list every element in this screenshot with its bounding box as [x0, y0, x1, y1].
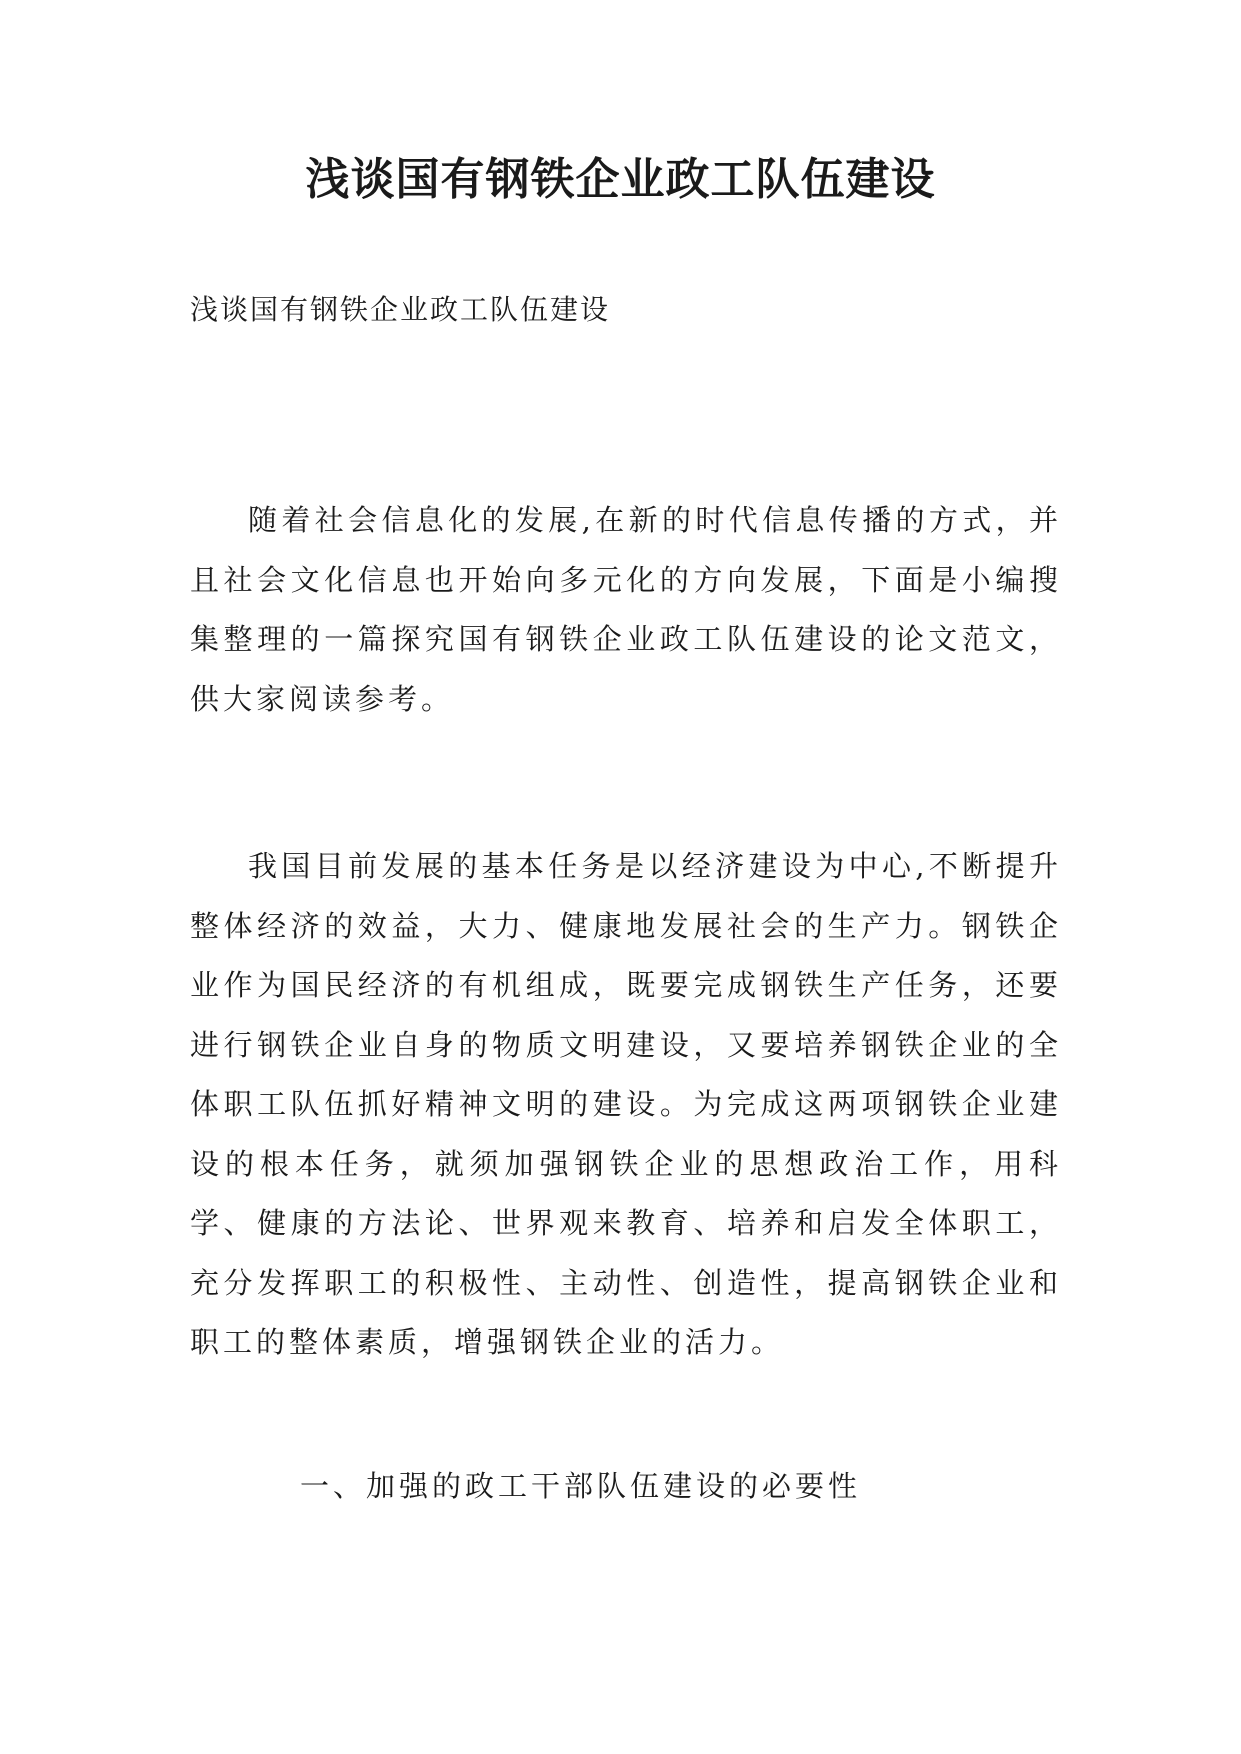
document-subtitle: 浅谈国有钢铁企业政工队伍建设	[190, 293, 611, 326]
section-heading: 一、加强的政工干部队伍建设的必要性	[300, 1469, 862, 1503]
document-title: 浅谈国有钢铁企业政工队伍建设	[305, 154, 936, 205]
body-paragraph-intro: 随着社会信息化的发展,在新的时代信息传播的方式，并且社会文化信息也开始向多元化的方向发展，下面是小编搜集整理的一篇探究国有钢铁企业政工队伍建设的论文范文，供大家阅读参考。	[190, 503, 1062, 716]
body-paragraph-main: 我国目前发展的基本任务是以经济建设为中心,不断提升整体经济的效益，大力、健康地发展社会的生产力。钢铁企业作为国民经济的有机组成，既要完成钢铁生产任务，还要进行钢铁企业自身的物质文明建设，又要培养钢铁企业的全体职工队伍抓好精神文明的建设。为完成这两项钢铁企业建设的根本任务，就须加强钢铁企业的思想政治工作，用科学、健康的方法论、世界观来教育、培养和启发全体职工，充分发挥职工的积极性、主动性、创造性，提高钢铁企业和职工的整体素质，增强钢铁企业的活力。	[190, 849, 1062, 1359]
